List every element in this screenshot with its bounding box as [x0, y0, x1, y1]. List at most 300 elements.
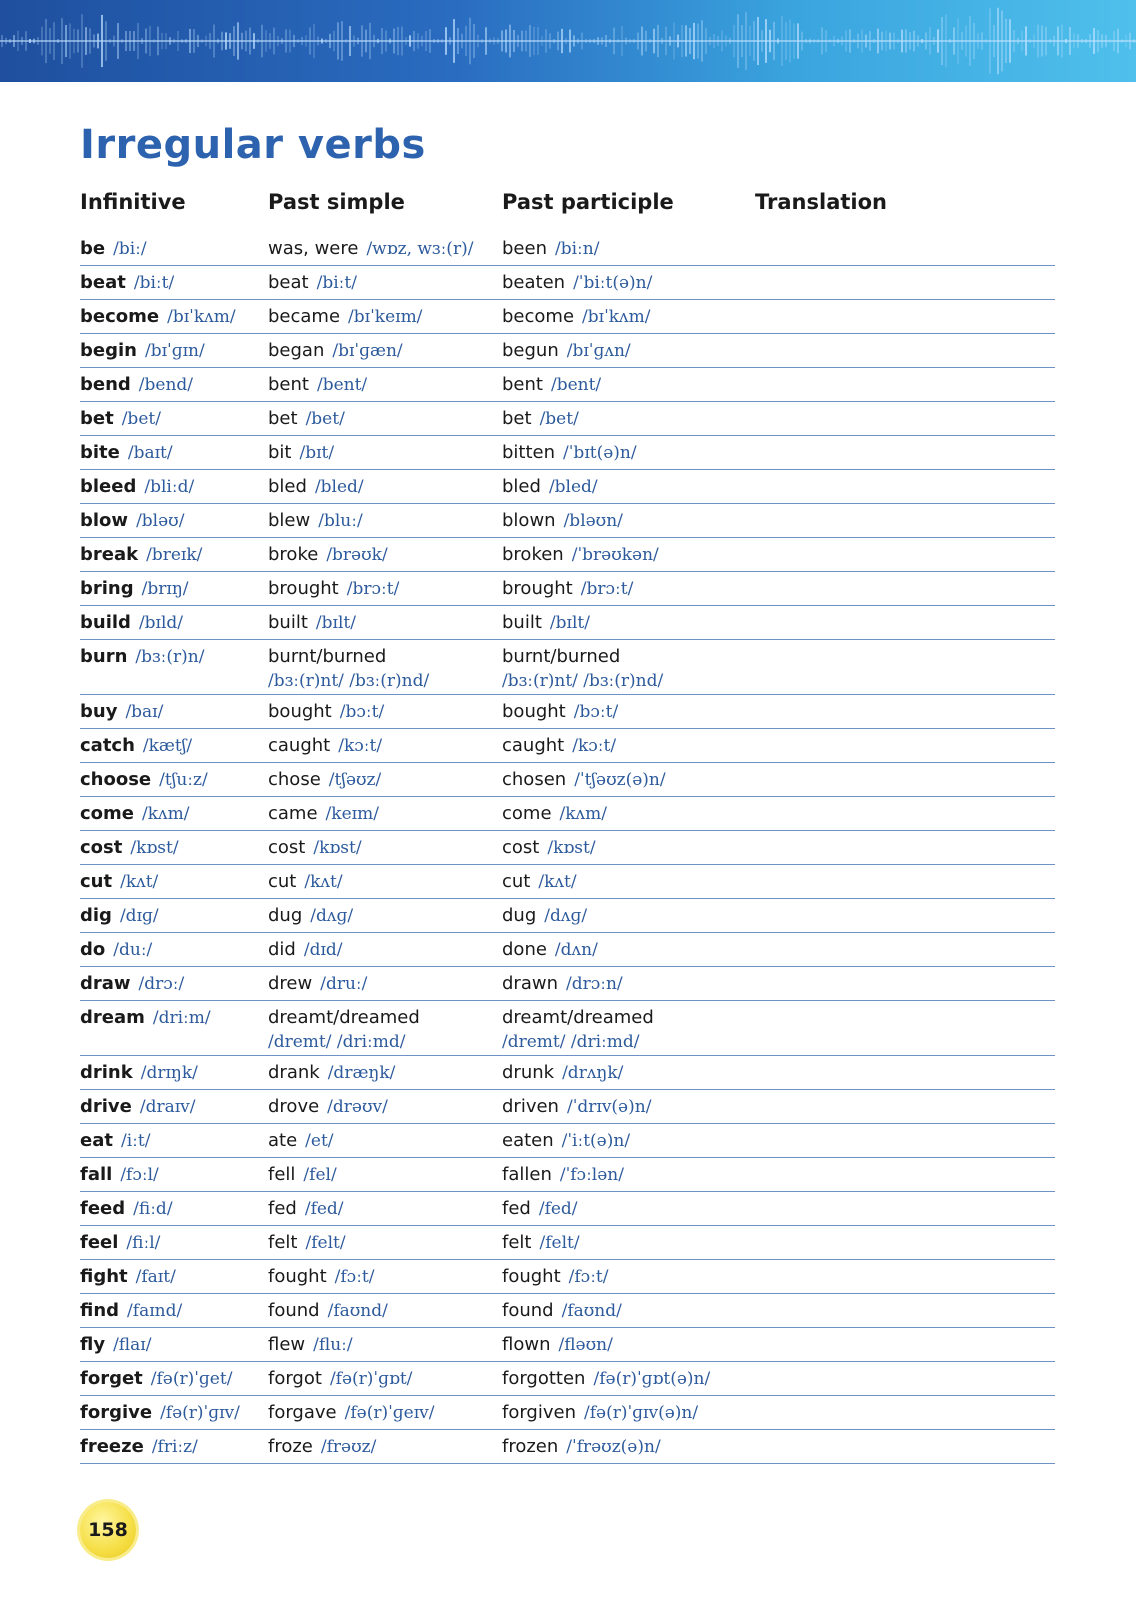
page-number: 158	[88, 1519, 128, 1541]
verb-row	[80, 1124, 1055, 1158]
past-participle-cell	[502, 1299, 622, 1323]
infinitive-word: begin	[80, 340, 137, 361]
past-simple-cell	[268, 1061, 395, 1085]
past-participle-cell	[502, 1401, 698, 1425]
infinitive-word: blow	[80, 510, 129, 531]
past-participle-ipa: /fləʊn/	[558, 1335, 613, 1355]
infinitive-ipa: /bɪld/	[138, 613, 184, 633]
past-simple-word: dreamt/dreamed	[268, 1007, 420, 1028]
past-participle-word: cost	[502, 837, 540, 858]
past-participle-ipa: /bled/	[548, 477, 598, 497]
past-simple-word: built	[268, 612, 308, 633]
past-participle-cell	[502, 441, 637, 465]
soundwave-graphic	[0, 0, 1136, 82]
infinitive-word: build	[80, 612, 131, 633]
verb-row	[80, 1158, 1055, 1192]
infinitive-cell	[80, 305, 236, 329]
past-simple-cell	[268, 836, 362, 860]
past-participle-ipa: /bɪˈɡʌn/	[566, 341, 631, 361]
past-participle-word: forgotten	[502, 1368, 586, 1389]
past-simple-cell	[268, 407, 345, 431]
past-simple-cell	[268, 768, 381, 792]
past-simple-ipa: /et/	[305, 1131, 334, 1151]
header-past-participle: Past participle	[502, 190, 674, 214]
past-participle-ipa: /kʌm/	[559, 804, 608, 824]
past-simple-cell	[268, 1435, 376, 1459]
past-participle-cell	[502, 938, 598, 962]
past-simple-cell	[268, 1265, 374, 1289]
past-participle-ipa: /fɔːt/	[568, 1267, 609, 1287]
past-simple-ipa: /keɪm/	[325, 804, 379, 824]
past-simple-ipa: /fə(r)ˈɡɒt/	[329, 1369, 413, 1389]
infinitive-cell	[80, 339, 205, 363]
past-simple-cell	[268, 1095, 388, 1119]
past-simple-ipa: /fə(r)ˈɡeɪv/	[344, 1403, 435, 1423]
past-participle-ipa: /bɪlt/	[549, 613, 590, 633]
past-participle-cell	[502, 475, 598, 499]
past-participle-cell	[502, 972, 623, 996]
past-simple-cell	[268, 373, 367, 397]
past-participle-cell	[502, 305, 651, 329]
infinitive-cell	[80, 836, 179, 860]
past-participle-cell	[502, 407, 579, 431]
infinitive-cell	[80, 1401, 240, 1425]
past-participle-ipa: /bent/	[550, 375, 602, 395]
past-simple-word: bled	[268, 476, 307, 497]
past-simple-cell	[268, 271, 357, 295]
past-simple-ipa: /drəʊv/	[327, 1097, 388, 1117]
past-simple-word: drank	[268, 1062, 320, 1083]
past-participle-cell	[502, 237, 599, 261]
past-participle-ipa: /dʌn/	[554, 940, 598, 960]
past-participle-ipa: /ˈbɪt(ə)n/	[563, 443, 637, 463]
past-simple-ipa: /bɪˈɡæn/	[332, 341, 403, 361]
past-simple-cell	[268, 802, 379, 826]
verb-row	[80, 1090, 1055, 1124]
verb-row	[80, 1260, 1055, 1294]
past-simple-ipa: /dræŋk/	[327, 1063, 396, 1083]
infinitive-ipa: /brɪŋ/	[141, 579, 189, 599]
infinitive-ipa: /faɪt/	[135, 1267, 176, 1287]
past-participle-ipa: /ˈfrəʊz(ə)n/	[566, 1437, 661, 1457]
infinitive-ipa: /tʃuːz/	[159, 770, 208, 790]
infinitive-cell	[80, 768, 208, 792]
infinitive-cell	[80, 1367, 232, 1391]
infinitive-word: find	[80, 1300, 120, 1321]
infinitive-ipa: /biː/	[113, 239, 147, 259]
past-simple-word: fought	[268, 1266, 327, 1287]
past-participle-ipa: /brɔːt/	[580, 579, 634, 599]
infinitive-cell	[80, 802, 189, 826]
past-simple-ipa-line	[268, 669, 429, 693]
past-participle-word: cut	[502, 871, 531, 892]
past-simple-cell	[268, 734, 382, 758]
infinitive-cell	[80, 237, 147, 261]
past-participle-ipa: /drɔːn/	[566, 974, 623, 994]
verb-row	[80, 831, 1055, 865]
infinitive-cell	[80, 1006, 211, 1030]
past-simple-ipa: /dremt/ /driːmd/	[268, 1032, 406, 1052]
infinitive-cell	[80, 441, 173, 465]
infinitive-word: drink	[80, 1062, 133, 1083]
infinitive-cell	[80, 1061, 198, 1085]
past-participle-ipa: /felt/	[539, 1233, 580, 1253]
infinitive-ipa: /friːz/	[151, 1437, 198, 1457]
past-participle-word: drawn	[502, 973, 558, 994]
verb-row	[80, 1056, 1055, 1090]
past-simple-word: began	[268, 340, 325, 361]
infinitive-cell	[80, 373, 193, 397]
infinitive-ipa: /kætʃ/	[142, 736, 193, 756]
infinitive-word: bring	[80, 578, 134, 599]
infinitive-cell	[80, 1163, 159, 1187]
past-participle-word: built	[502, 612, 542, 633]
verb-row	[80, 1294, 1055, 1328]
verb-row	[80, 538, 1055, 572]
past-participle-ipa: /drʌŋk/	[562, 1063, 624, 1083]
past-simple-cell	[268, 645, 429, 693]
infinitive-ipa: /driːm/	[152, 1008, 211, 1028]
past-participle-word: frozen	[502, 1436, 559, 1457]
infinitive-ipa: /kʌt/	[120, 872, 159, 892]
infinitive-ipa: /iːt/	[120, 1131, 151, 1151]
infinitive-word: drive	[80, 1096, 132, 1117]
past-simple-ipa: /felt/	[305, 1233, 346, 1253]
infinitive-ipa: /bɜː(r)n/	[135, 647, 205, 667]
past-participle-ipa: /kɒst/	[547, 838, 596, 858]
past-participle-cell	[502, 802, 607, 826]
infinitive-cell	[80, 1231, 160, 1255]
verb-row	[80, 572, 1055, 606]
infinitive-word: fly	[80, 1334, 106, 1355]
past-participle-word: bent	[502, 374, 543, 395]
past-simple-cell	[268, 577, 399, 601]
past-participle-cell	[502, 1435, 661, 1459]
past-simple-word: drove	[268, 1096, 320, 1117]
past-simple-word: bent	[268, 374, 309, 395]
past-simple-word: blew	[268, 510, 311, 531]
past-participle-word: caught	[502, 735, 565, 756]
past-participle-cell	[502, 611, 590, 635]
past-simple-cell	[268, 1333, 353, 1357]
past-simple-word: became	[268, 306, 341, 327]
past-simple-word: forgot	[268, 1368, 322, 1389]
infinitive-word: bite	[80, 442, 120, 463]
header-infinitive: Infinitive	[80, 190, 186, 214]
past-participle-cell	[502, 645, 663, 693]
past-simple-word: ate	[268, 1130, 298, 1151]
verb-row	[80, 797, 1055, 831]
past-participle-ipa: /faʊnd/	[561, 1301, 622, 1321]
past-participle-word: begun	[502, 340, 559, 361]
past-simple-ipa: /dɪd/	[303, 940, 343, 960]
past-simple-word: bet	[268, 408, 298, 429]
infinitive-cell	[80, 1333, 151, 1357]
verb-table	[80, 232, 1055, 1464]
past-simple-cell	[268, 1006, 420, 1054]
verb-row	[80, 1226, 1055, 1260]
infinitive-ipa: /baɪt/	[127, 443, 173, 463]
past-simple-word: found	[268, 1300, 320, 1321]
past-simple-cell	[268, 1299, 388, 1323]
infinitive-ipa: /kʌm/	[142, 804, 190, 824]
infinitive-cell	[80, 1197, 173, 1221]
past-participle-ipa: /fed/	[538, 1199, 578, 1219]
past-simple-cell	[268, 1367, 412, 1391]
past-simple-word: forgave	[268, 1402, 337, 1423]
infinitive-cell	[80, 1435, 198, 1459]
past-simple-word: caught	[268, 735, 331, 756]
past-simple-cell	[268, 509, 363, 533]
infinitive-cell	[80, 271, 174, 295]
infinitive-word: fight	[80, 1266, 128, 1287]
past-simple-ipa: /bɜː(r)nt/ /bɜː(r)nd/	[268, 671, 430, 691]
infinitive-ipa: /kɒst/	[130, 838, 179, 858]
past-participle-cell	[502, 1367, 710, 1391]
infinitive-cell	[80, 577, 189, 601]
past-simple-ipa: /faʊnd/	[327, 1301, 388, 1321]
past-simple-cell	[268, 611, 356, 635]
past-simple-ipa: /bluː/	[318, 511, 363, 531]
past-participle-word: eaten	[502, 1130, 554, 1151]
past-simple-ipa: /dʌɡ/	[310, 906, 354, 926]
past-participle-word: flown	[502, 1334, 551, 1355]
verb-row	[80, 436, 1055, 470]
verb-row	[80, 729, 1055, 763]
past-participle-word: felt	[502, 1232, 532, 1253]
past-participle-cell	[502, 1095, 651, 1119]
past-simple-cell	[268, 339, 403, 363]
infinitive-word: feel	[80, 1232, 119, 1253]
past-simple-word: flew	[268, 1334, 306, 1355]
infinitive-cell	[80, 543, 202, 567]
past-simple-ipa: /bɪlt/	[315, 613, 356, 633]
past-participle-ipa: /bɜː(r)nt/ /bɜː(r)nd/	[502, 671, 664, 691]
past-participle-word: burnt/burned	[502, 646, 621, 667]
verb-row	[80, 368, 1055, 402]
past-simple-word: fed	[268, 1198, 297, 1219]
past-participle-cell	[502, 1231, 580, 1255]
past-participle-cell	[502, 734, 616, 758]
past-participle-cell	[502, 1197, 578, 1221]
past-participle-cell	[502, 700, 618, 724]
past-participle-word: bled	[502, 476, 541, 497]
infinitive-ipa: /bliːd/	[144, 477, 195, 497]
infinitive-word: burn	[80, 646, 128, 667]
past-participle-cell	[502, 1129, 630, 1153]
past-simple-ipa: /fɔːt/	[334, 1267, 375, 1287]
page-number-badge	[80, 1502, 136, 1558]
past-simple-ipa-line	[268, 1030, 420, 1054]
verb-row	[80, 933, 1055, 967]
verb-row	[80, 504, 1055, 538]
past-simple-word: beat	[268, 272, 309, 293]
past-simple-ipa: /bɪt/	[299, 443, 335, 463]
infinitive-ipa: /bləʊ/	[136, 511, 185, 531]
past-participle-ipa: /bɪˈkʌm/	[582, 307, 651, 327]
infinitive-word: become	[80, 306, 160, 327]
verb-row	[80, 470, 1055, 504]
verb-row	[80, 967, 1055, 1001]
past-participle-cell	[502, 543, 659, 567]
verb-row	[80, 695, 1055, 729]
infinitive-ipa: /flaɪ/	[113, 1335, 152, 1355]
infinitive-ipa: /drɔː/	[138, 974, 185, 994]
past-participle-ipa: /ˈtʃəʊz(ə)n/	[574, 770, 666, 790]
past-participle-word: fed	[502, 1198, 531, 1219]
past-participle-ipa: /dʌɡ/	[544, 906, 588, 926]
infinitive-cell	[80, 611, 183, 635]
infinitive-word: beat	[80, 272, 126, 293]
past-participle-cell	[502, 1163, 624, 1187]
infinitive-word: be	[80, 238, 106, 259]
past-participle-word: fought	[502, 1266, 561, 1287]
infinitive-ipa: /bet/	[121, 409, 161, 429]
verb-row	[80, 899, 1055, 933]
past-simple-word: dug	[268, 905, 303, 926]
past-participle-word: beaten	[502, 272, 566, 293]
past-participle-cell	[502, 1333, 613, 1357]
past-participle-cell	[502, 271, 652, 295]
past-simple-word: broke	[268, 544, 319, 565]
past-simple-ipa: /bent/	[316, 375, 368, 395]
infinitive-word: do	[80, 939, 106, 960]
infinitive-ipa: /faɪnd/	[127, 1301, 183, 1321]
past-participle-cell	[502, 1265, 608, 1289]
past-simple-ipa: /kɒst/	[313, 838, 362, 858]
past-participle-word: bet	[502, 408, 532, 429]
past-participle-ipa: /ˈbrəʊkən/	[571, 545, 659, 565]
infinitive-word: eat	[80, 1130, 113, 1151]
infinitive-ipa: /bend/	[138, 375, 194, 395]
past-simple-word: brought	[268, 578, 339, 599]
past-participle-word: broken	[502, 544, 564, 565]
past-participle-word: dug	[502, 905, 537, 926]
verb-row	[80, 1430, 1055, 1464]
infinitive-ipa: /fə(r)ˈɡet/	[150, 1369, 233, 1389]
past-participle-word: done	[502, 939, 547, 960]
infinitive-cell	[80, 1095, 196, 1119]
infinitive-cell	[80, 509, 184, 533]
past-participle-word: dreamt/dreamed	[502, 1007, 654, 1028]
infinitive-word: feed	[80, 1198, 126, 1219]
past-participle-cell	[502, 768, 666, 792]
past-simple-ipa: /biːt/	[316, 273, 357, 293]
infinitive-word: bend	[80, 374, 131, 395]
past-participle-ipa: /dremt/ /driːmd/	[502, 1032, 640, 1052]
infinitive-ipa: /bɪˈɡɪn/	[144, 341, 205, 361]
infinitive-word: draw	[80, 973, 131, 994]
column-headers	[80, 190, 1055, 220]
past-participle-word: been	[502, 238, 547, 259]
past-simple-word: was, were	[268, 238, 359, 259]
past-simple-cell	[268, 700, 384, 724]
past-simple-word: chose	[268, 769, 321, 790]
infinitive-ipa: /baɪ/	[125, 702, 164, 722]
infinitive-ipa: /drɪŋk/	[140, 1063, 198, 1083]
past-simple-ipa: /brɔːt/	[346, 579, 400, 599]
infinitive-ipa: /draɪv/	[139, 1097, 196, 1117]
past-simple-cell	[268, 237, 473, 261]
infinitive-word: forgive	[80, 1402, 153, 1423]
past-simple-ipa: /tʃəʊz/	[328, 770, 382, 790]
verb-row	[80, 640, 1055, 695]
past-participle-cell	[502, 339, 631, 363]
infinitive-word: cut	[80, 871, 113, 892]
infinitive-ipa: /fə(r)ˈɡɪv/	[160, 1403, 240, 1423]
verb-row	[80, 402, 1055, 436]
past-participle-cell	[502, 1006, 654, 1054]
infinitive-word: bet	[80, 408, 114, 429]
infinitive-ipa: /dɪɡ/	[119, 906, 159, 926]
past-simple-word: bought	[268, 701, 332, 722]
past-participle-ipa: /ˈfɔːlən/	[559, 1165, 624, 1185]
past-participle-word: found	[502, 1300, 554, 1321]
past-participle-word: fallen	[502, 1164, 552, 1185]
infinitive-word: buy	[80, 701, 118, 722]
past-simple-ipa: /bled/	[314, 477, 364, 497]
past-simple-word: felt	[268, 1232, 298, 1253]
infinitive-ipa: /bɪˈkʌm/	[167, 307, 236, 327]
past-participle-ipa: /bɔːt/	[573, 702, 619, 722]
infinitive-cell	[80, 734, 192, 758]
infinitive-word: choose	[80, 769, 152, 790]
past-participle-cell	[502, 1061, 623, 1085]
header-past-simple: Past simple	[268, 190, 405, 214]
infinitive-cell	[80, 475, 194, 499]
past-simple-ipa: /druː/	[320, 974, 368, 994]
past-participle-cell	[502, 509, 623, 533]
verb-row	[80, 1396, 1055, 1430]
past-simple-cell	[268, 441, 334, 465]
past-participle-ipa: /biːn/	[554, 239, 600, 259]
infinitive-cell	[80, 700, 163, 724]
past-participle-cell	[502, 870, 577, 894]
verb-row	[80, 1192, 1055, 1226]
verb-row	[80, 334, 1055, 368]
past-participle-ipa-line	[502, 669, 663, 693]
verb-row	[80, 763, 1055, 797]
past-participle-word: come	[502, 803, 552, 824]
infinitive-cell	[80, 870, 158, 894]
past-participle-cell	[502, 577, 633, 601]
verb-row	[80, 1362, 1055, 1396]
past-simple-cell	[268, 1129, 334, 1153]
past-participle-cell	[502, 904, 587, 928]
past-participle-cell	[502, 836, 596, 860]
past-simple-word: bit	[268, 442, 292, 463]
infinitive-cell	[80, 972, 184, 996]
past-simple-cell	[268, 1163, 337, 1187]
past-simple-ipa: /fed/	[304, 1199, 344, 1219]
past-participle-word: drunk	[502, 1062, 555, 1083]
past-simple-ipa: /fluː/	[313, 1335, 353, 1355]
past-participle-ipa: /ˈbiːt(ə)n/	[573, 273, 653, 293]
past-participle-ipa: /fə(r)ˈɡɪv(ə)n/	[584, 1403, 699, 1423]
past-simple-word: froze	[268, 1436, 313, 1457]
past-simple-word: drew	[268, 973, 313, 994]
header-banner	[0, 0, 1136, 82]
infinitive-word: dream	[80, 1007, 145, 1028]
past-simple-cell	[268, 1231, 346, 1255]
infinitive-ipa: /fiːl/	[126, 1233, 161, 1253]
infinitive-ipa: /fɔːl/	[120, 1165, 159, 1185]
infinitive-word: dig	[80, 905, 112, 926]
verb-row	[80, 606, 1055, 640]
page-title: Irregular verbs	[80, 122, 426, 168]
past-simple-ipa: /fel/	[303, 1165, 337, 1185]
past-simple-word: burnt/burned	[268, 646, 387, 667]
